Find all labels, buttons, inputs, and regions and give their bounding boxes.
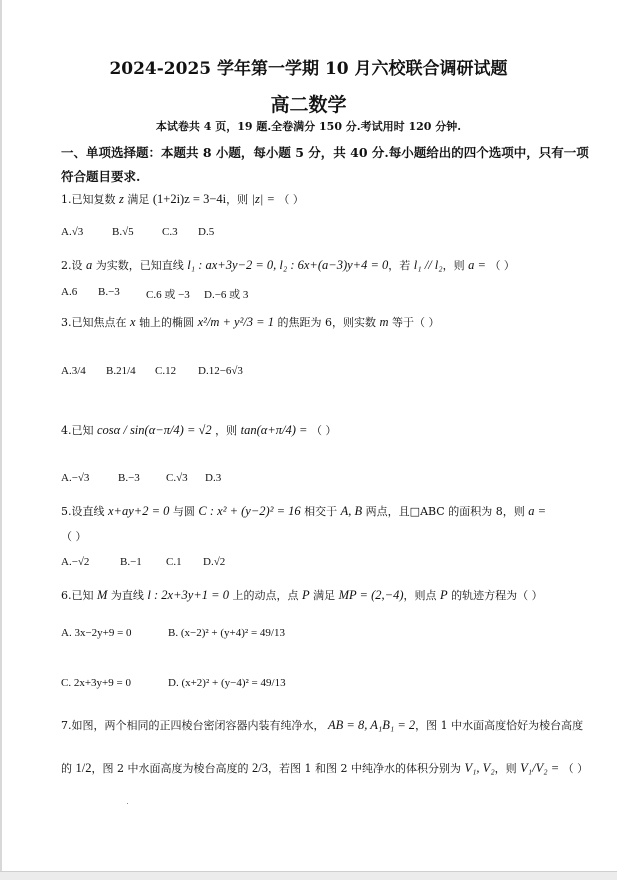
q4-option-c[interactable]: C.√3	[166, 472, 188, 484]
exam-subject: 高二数学	[270, 94, 347, 116]
question-6: 6.已知 M 为直线 l : 2x+3y+1 = 0 上的动点，点 P 满足 MP = (2,−4)，则点 P 的轨迹方程为（ ）	[61, 588, 543, 602]
q6-option-d[interactable]: D. (x+2)² + (y−4)² = 49/13	[168, 677, 286, 689]
q4-given: cosα / sin(α−π/4) = √2	[97, 423, 212, 437]
q6-option-a[interactable]: A. 3x−2y+9 = 0	[61, 627, 132, 639]
question-7-line1: 7.如图，两个相同的正四棱台密闭容器内装有纯净水， AB = 8, A₁B₁ = 2，图 1 中水面高度恰好为棱台高度	[61, 718, 584, 732]
q2-option-b[interactable]: B.−3	[98, 286, 120, 298]
q4-option-b[interactable]: B.−3	[118, 472, 140, 484]
exam-title: 2024-2025 学年第一学期 10 月六校联合调研试题	[109, 59, 508, 79]
q2-option-c[interactable]: C.6 或 −3	[146, 289, 190, 301]
q5-paren: （ ）	[61, 530, 87, 543]
question-7-line2: 的 1/2，图 2 中水面高度为棱台高度的 2/3，若图 1 和图 2 中纯净水的体积分别为 V₁, V₂，则 V₁/V₂ = （ ）	[61, 761, 589, 775]
q3-option-d[interactable]: D.12−6√3	[198, 365, 243, 377]
q4-option-a[interactable]: A.−√3	[61, 472, 90, 484]
q6-option-c[interactable]: C. 2x+3y+9 = 0	[61, 677, 131, 689]
q5-option-b[interactable]: B.−1	[120, 556, 142, 568]
q5-option-a[interactable]: A.−√2	[61, 556, 90, 568]
scan-speck	[127, 803, 128, 804]
q2-lines: l₁ : ax+3y−2 = 0, l₂ : 6x+(a−3)y+4 = 0	[187, 258, 389, 272]
q2-option-a[interactable]: A.6	[61, 286, 78, 298]
q4-option-d[interactable]: D.3	[205, 472, 222, 484]
question-5: 5.设直线 x+ay+2 = 0 与圆 C : x² + (y−2)² = 16 相交于 A, B 两点，且□ABC 的面积为 8，则 a =	[61, 504, 547, 518]
q3-option-a[interactable]: A.3/4	[61, 365, 86, 377]
q6-line: l : 2x+3y+1 = 0	[147, 588, 229, 602]
q5-circle: C : x² + (y−2)² = 16	[198, 504, 301, 518]
q6-option-b[interactable]: B. (x−2)² + (y+4)² = 49/13	[168, 627, 285, 639]
question-3: 3.已知焦点在 x 轴上的椭圆 x²/m + y²/3 = 1 的焦距为 6，则实数 m 等于（ ）	[61, 315, 440, 329]
question-1: 1.已知复数 z 满足 (1+2i)z = 3−4i，则 |z| = （ ）	[61, 192, 304, 206]
q1-option-a[interactable]: A.√3	[61, 226, 84, 238]
q4-expression: tan(α+π/4) =	[240, 423, 308, 437]
question-2: 2.设 a 为实数，已知直线 l₁ : ax+3y−2 = 0, l₂ : 6x+(a−3)y+4 = 0，若 l₁ // l₂，则 a = （ ）	[61, 258, 515, 272]
q1-option-b[interactable]: B.√5	[112, 226, 134, 238]
q6-vector: MP = (2,−4)	[338, 588, 404, 602]
section-heading-line2: 符合题目要求.	[61, 169, 141, 184]
q3-option-c[interactable]: C.12	[155, 365, 177, 377]
q1-option-d[interactable]: D.5	[198, 226, 215, 238]
q1-expression: |z| =	[251, 192, 275, 206]
q2-option-d[interactable]: D.−6 或 3	[204, 289, 249, 301]
question-4: 4.已知 cosα / sin(α−π/4) = √2 ，则 tan(α+π/4) = （ ）	[61, 423, 337, 437]
q1-equation: (1+2i)z = 3−4i	[152, 192, 227, 206]
q5-option-c[interactable]: C.1	[166, 556, 182, 568]
q3-ellipse: x²/m + y²/3 = 1	[197, 315, 274, 329]
q3-option-b[interactable]: B.21/4	[106, 365, 136, 377]
q7-dims: AB = 8, A₁B₁ = 2	[328, 718, 416, 732]
q5-option-d[interactable]: D.√2	[203, 556, 226, 568]
exam-note: 本试卷共 4 页，19 题.全卷满分 150 分.考试用时 120 分钟.	[155, 120, 462, 133]
q1-option-c[interactable]: C.3	[162, 226, 178, 238]
section-heading-line1: 一、单项选择题：本题共 8 小题，每小题 5 分，共 40 分.每小题给出的四个选项中，只有一项	[61, 145, 589, 160]
